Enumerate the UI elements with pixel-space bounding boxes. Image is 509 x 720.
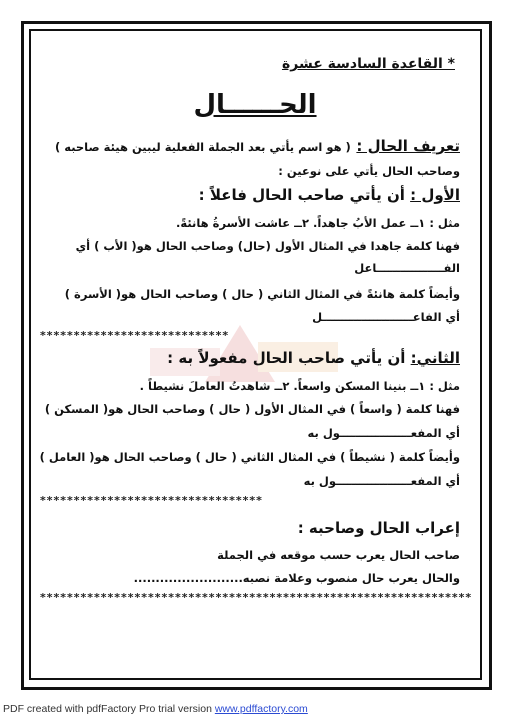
main-title: الحــــــال [193, 90, 317, 120]
parsing-line-1: صاحب الحال يعرب حسب موقعه في الجملة [217, 548, 460, 562]
second-explanation-2b: أي المفعـــــــــــــــــــول به [303, 474, 460, 488]
separator-stars: ********************************* [40, 494, 263, 507]
rule-title: * القاعدة السادسة عشرة [281, 56, 455, 72]
types-intro: وصاحب الحال يأتي على نوعين : [278, 164, 460, 178]
first-explanation-1: فهنا كلمة جاهدا في المثال الأول (حال) وصاحب الحال هو( الأب ) أي [75, 239, 460, 253]
second-example: مثل : ١ــ بنينا المسكن واسعاً. ٢ــ شاهدتُ العاملَ نشيطاً . [139, 379, 460, 393]
first-explanation-2: وأيضاً كلمة هانئةً في المثال الثاني ( حال ) وصاحب الحال هو( الأسرة ) [64, 287, 460, 301]
first-heading-label: الأول : [410, 186, 460, 204]
footer-text: PDF created with pdfFactory Pro trial version [3, 703, 215, 715]
definition-text: ( هو اسم يأتي بعد الجملة الفعلية ليبين هيئة صاحبه ) [54, 140, 351, 154]
separator-stars: **************************** [40, 329, 230, 342]
first-type-heading [40, 186, 460, 204]
first-heading-text: أن يأتي صاحب الحال فاعلاً : [198, 186, 405, 204]
definition-line [40, 136, 460, 155]
parsing-line-2: والحال يعرب حال منصوب وعلامة نصبه......................... [133, 571, 460, 585]
separator-stars: **************************************************************** [40, 591, 473, 604]
footer-link[interactable]: www.pdffactory.com [214, 703, 308, 715]
second-explanation-1b: أي المفعــــــــــــــــــول به [307, 426, 460, 440]
second-explanation-1: فهنا كلمة ( واسعاً ) في المثال الأول ( حال ) وصاحب الحال هو( المسكن ) [44, 402, 460, 416]
first-explanation-1b: الفـــــــــــــــــاعل [354, 261, 460, 275]
document-body [39, 46, 473, 666]
first-explanation-2b: أي الفاعـــــــــــــــــــــــل [312, 310, 460, 324]
pdf-footer [0, 703, 509, 720]
parsing-heading: إعراب الحال وصاحبه : [297, 519, 460, 537]
first-example: مثل : ١ــ عمل الأبُ جاهداً. ٢ــ عاشت الأسرةُ هانئةً. [176, 216, 460, 230]
second-heading-label: الثاني: [410, 349, 460, 367]
second-explanation-2: وأيضاً كلمة ( نشيطاً ) في المثال الثاني ( حال ) وصاحب الحال هو( العامل ) [39, 450, 460, 464]
second-type-heading [40, 349, 460, 367]
definition-label: تعريف الحال : [356, 137, 460, 155]
second-heading-text: أن يأتي صاحب الحال مفعولاً به : [167, 349, 406, 367]
